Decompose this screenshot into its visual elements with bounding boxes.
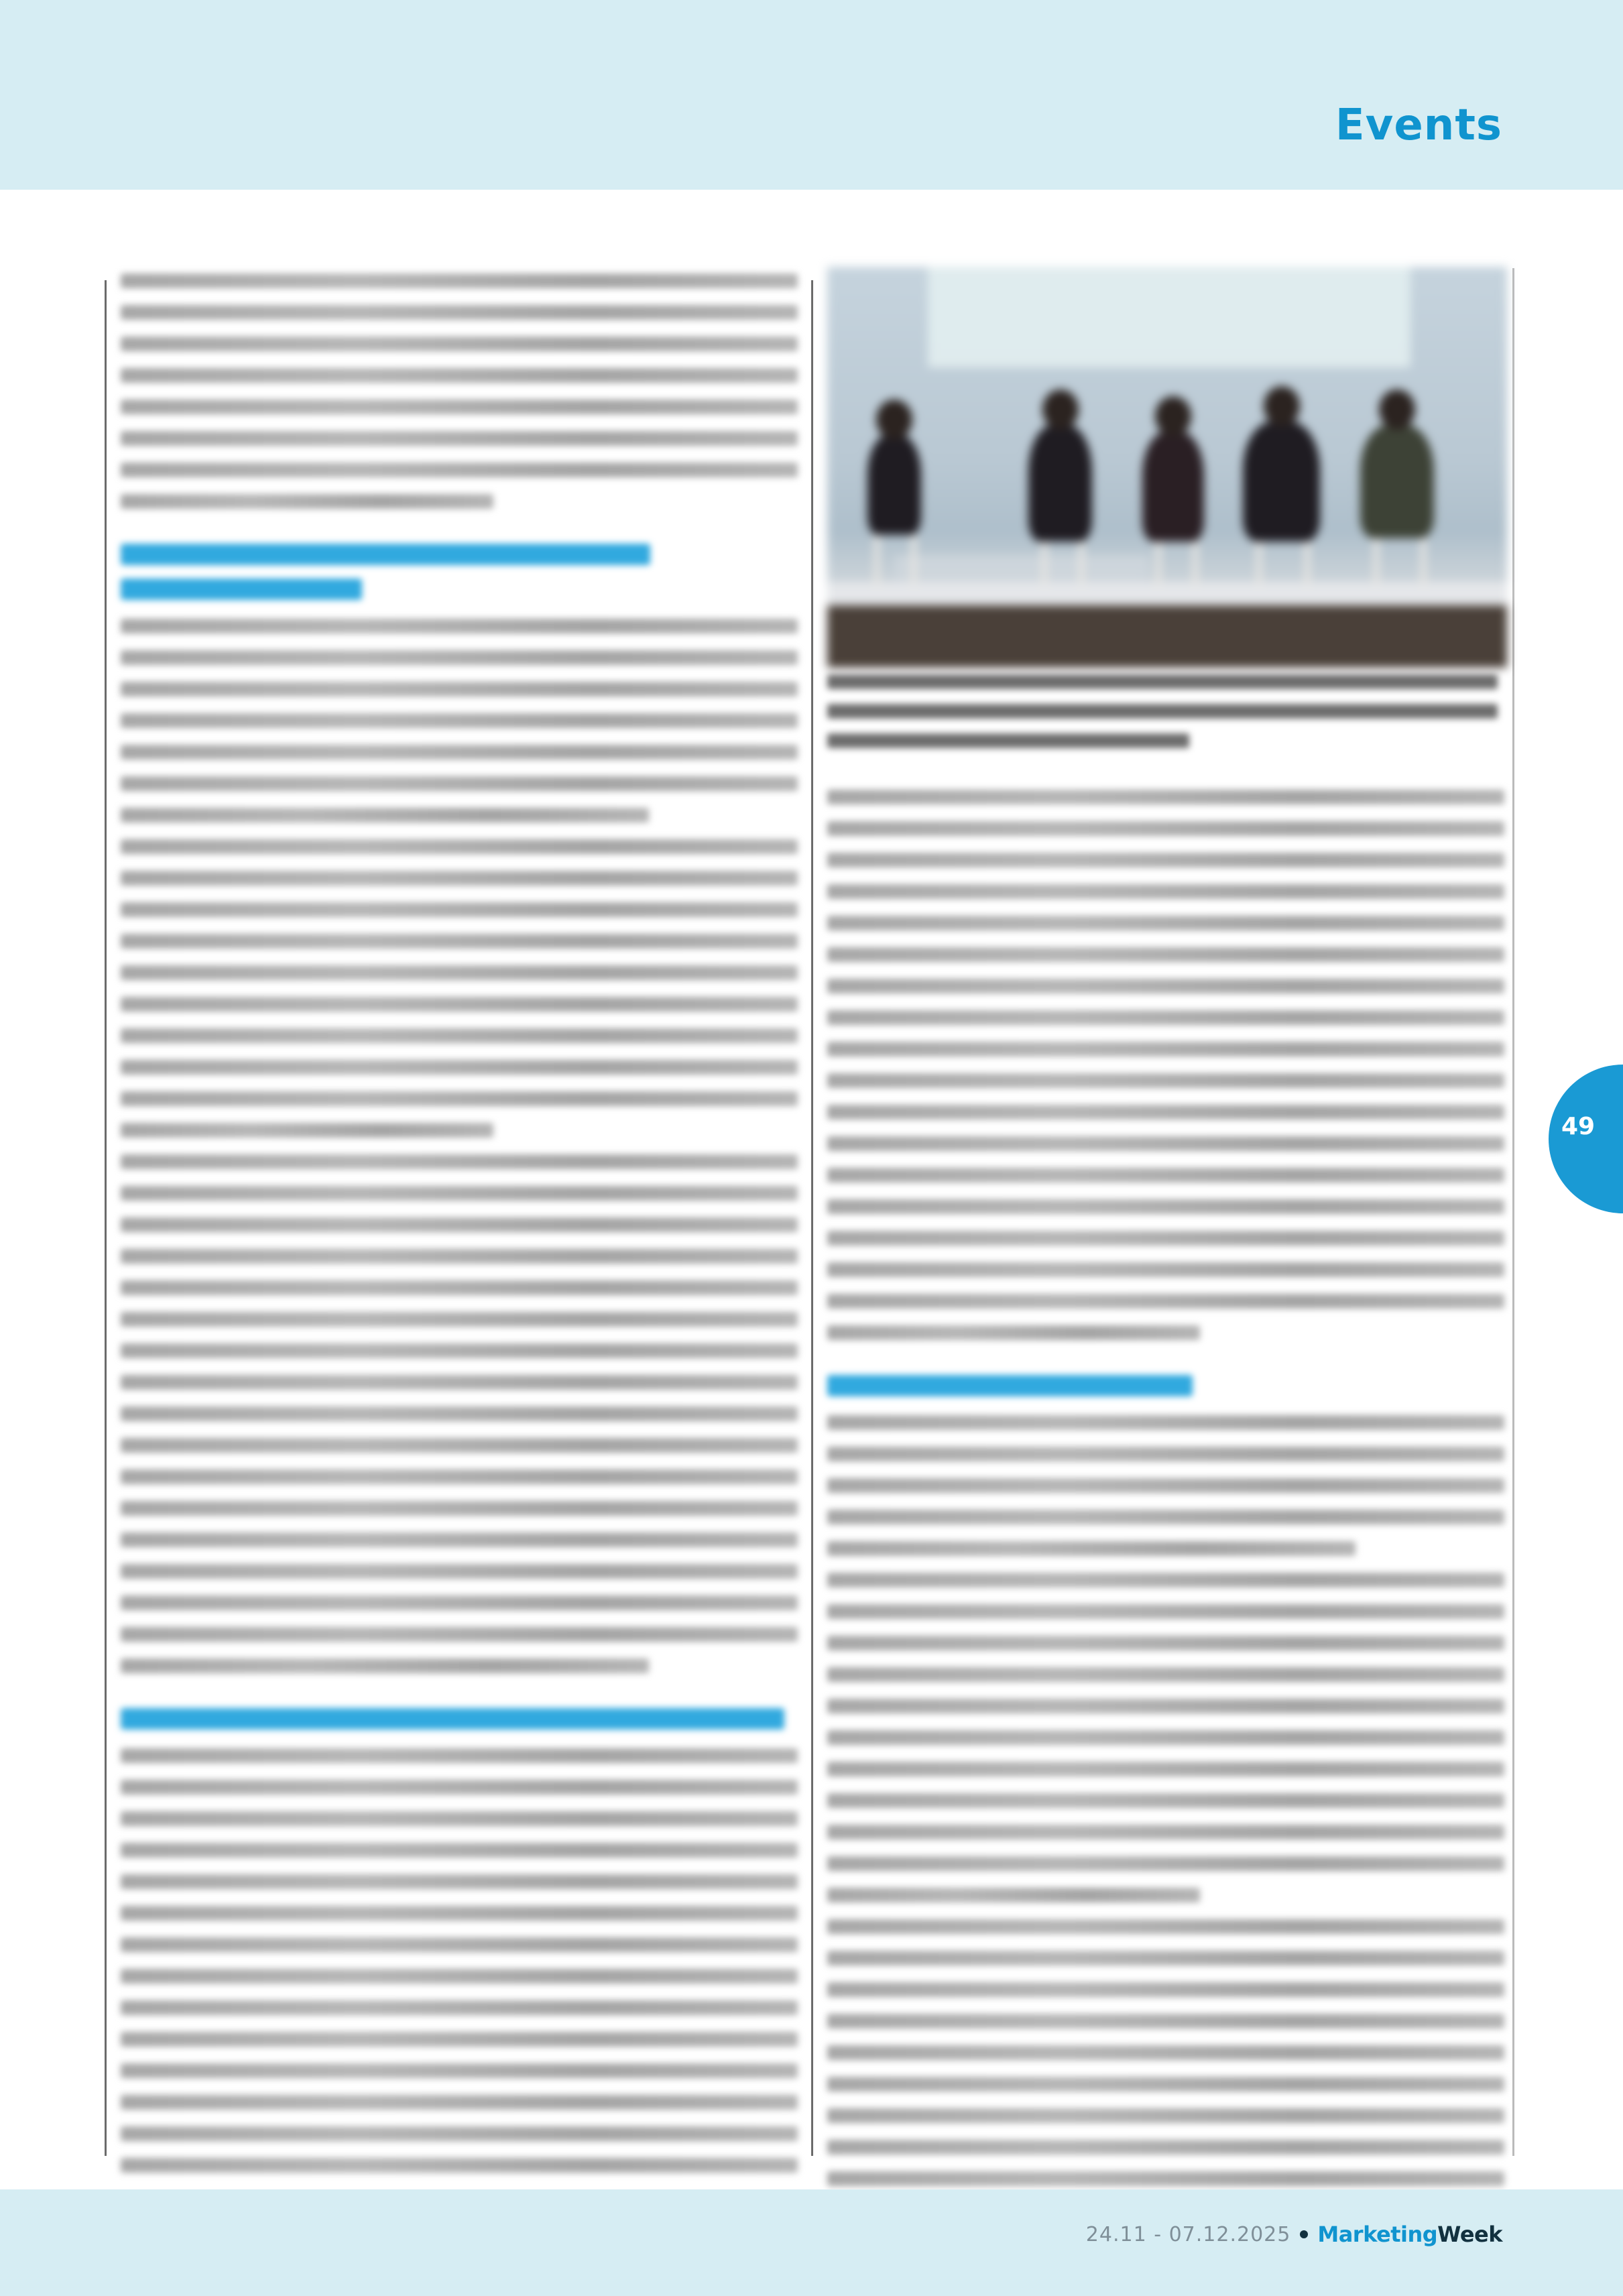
right-column-rule xyxy=(811,280,813,2156)
bullet-separator xyxy=(1300,2230,1308,2238)
left-column-text xyxy=(121,274,798,2189)
header-band xyxy=(0,0,1623,190)
subheading xyxy=(827,1375,1504,1396)
right-column-text xyxy=(827,790,1504,2234)
footer xyxy=(1086,2214,1502,2254)
photo-edge-rule xyxy=(1512,268,1514,2156)
page-number: 49 xyxy=(1561,1113,1596,1140)
photo-caption xyxy=(827,674,1498,763)
brand-logo xyxy=(1317,2222,1502,2247)
left-column-rule xyxy=(105,280,107,2156)
brand-logo-part1: Marketing xyxy=(1317,2222,1438,2247)
subheading xyxy=(121,544,798,600)
section-title: Events xyxy=(1335,101,1502,150)
subheading xyxy=(121,1708,798,1730)
panel-photo xyxy=(827,267,1507,668)
issue-date-range: 24.11 - 07.12.2025 xyxy=(1085,2222,1291,2246)
brand-logo-part2: Week xyxy=(1437,2222,1502,2247)
